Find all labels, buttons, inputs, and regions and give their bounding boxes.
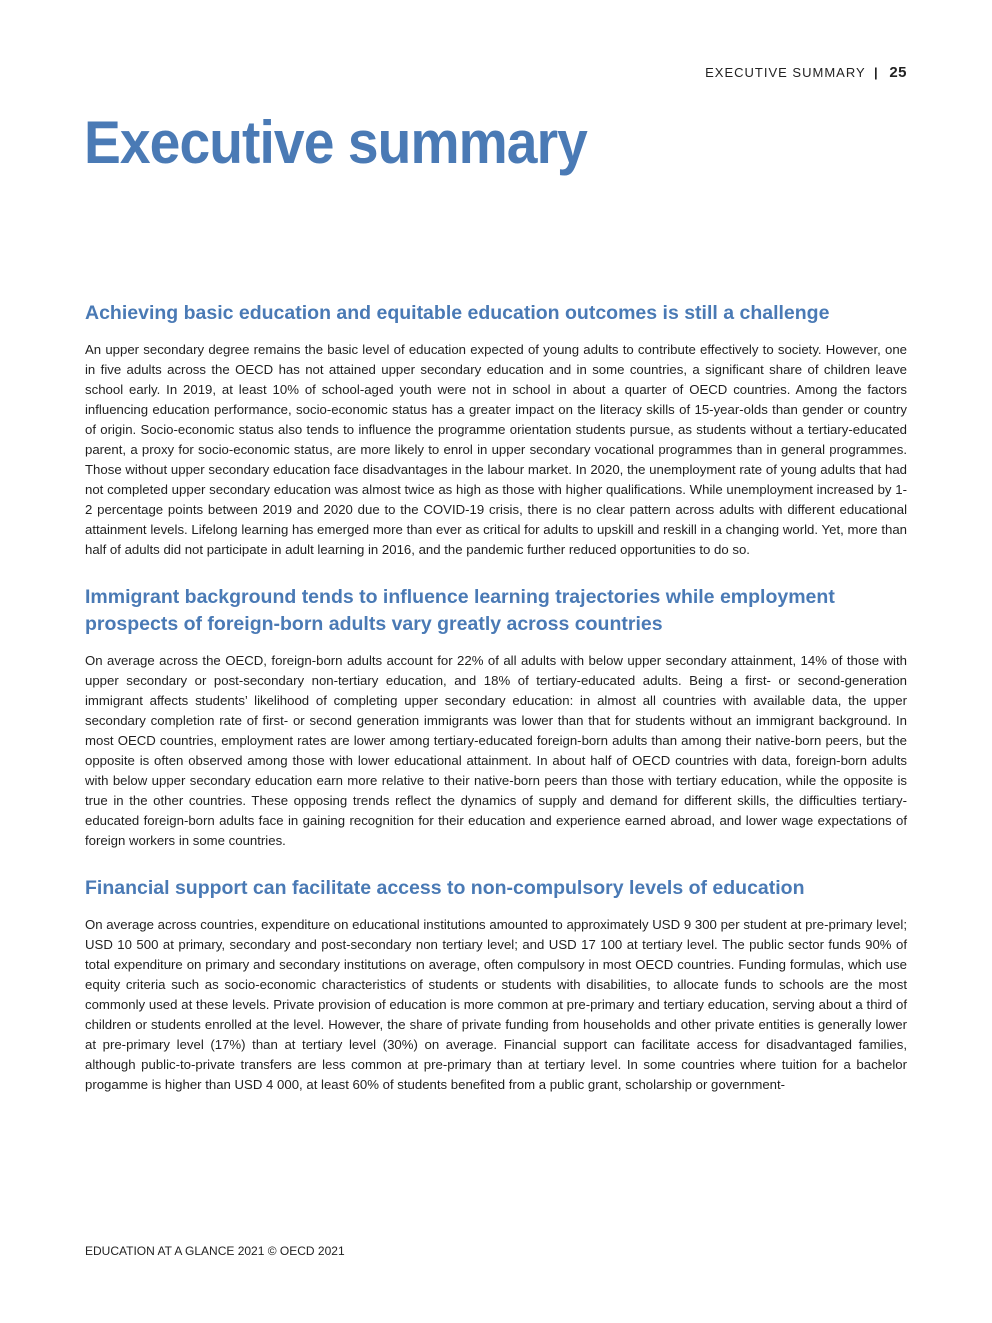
section-heading: Immigrant background tends to influence learning trajectories while employment prospects of foreign-born adults vary greatly across countries: [85, 586, 835, 635]
running-header-separator: |: [874, 65, 879, 80]
section-body: On average across countries, expenditure on educational institutions amounted to approximately USD 9 300 per student at pre-primary level; USD 10 500 at primary, secondary and post-secondary non tertiary level; and USD 17 100 at tertiary level. The public sector funds 90% of total expenditure on primary and secondary institutions on average, often compulsory in most OECD countries. Funding formulas, which use equity criteria such as socio-economic characteristics of students or students with disabilities, to allocate funds to schools are the most commonly used at these levels. Private provision of education is more common at pre-primary and tertiary education, serving about a third of children or students enrolled at the level. However, the share of private funding from households and other private entities is generally lower at pre-primary level (17%) than at tertiary level (30%) on average. Financial support can facilitate access for disadvantaged families, although public-to-private transfers are less common at pre-primary than at tertiary level. In some countries where tuition for a bachelor progamme is higher than USD 4 000, at least 60% of students benefited from a public grant, scholarship or government-: [85, 917, 907, 1092]
page-number: 25: [889, 64, 907, 81]
section-heading: Financial support can facilitate access to non-compulsory levels of education: [85, 877, 805, 899]
section-basic-education: [85, 300, 907, 560]
section-heading: Achieving basic education and equitable education outcomes is still a challenge: [85, 302, 830, 324]
page-title: Executive summary: [84, 109, 587, 176]
section-body: An upper secondary degree remains the basic level of education expected of young adults to contribute effectively to society. However, one in five adults across the OECD has not attained upper secondary education and in some countries, a significant share of children leave school early. In 2019, at least 10% of school-aged youth were not in school in about a quarter of OECD countries. Among the factors influencing education performance, socio-economic status has a greater impact on the literacy skills of 15-year-olds than gender or country of origin. Socio-economic status also tends to influence the programme orientation students pursue, as students without a tertiary-educated parent, a proxy for socio-economic status, are more likely to enrol in upper secondary vocational programmes than in general programmes. Those without upper secondary education face disadvantages in the labour market. In 2020, the unemployment rate of young adults that had not completed upper secondary education was almost twice as high as those with higher qualifications. While unemployment increased by 1-2 percentage points between 2019 and 2020 due to the COVID-19 crisis, there is no clear pattern across adults with different educational attainment levels. Lifelong learning has emerged more than ever as critical for adults to upskill and reskill in a changing world. Yet, more than half of adults did not participate in adult learning in 2016, and the pandemic further reduced opportunities to do so.: [85, 342, 907, 557]
running-header: [705, 64, 907, 81]
section-financial-support: [85, 875, 907, 1095]
running-header-label: EXECUTIVE SUMMARY: [705, 65, 866, 80]
section-body: On average across the OECD, foreign-born adults account for 22% of all adults with below upper secondary attainment, 14% of those with upper secondary or post-secondary non-tertiary education, and 18% of tertiary-educated adults. Being a first- or second-generation immigrant affects students’ likelihood of completing upper secondary education: in almost all countries with available data, the upper secondary completion rate of first- or second generation immigrants was lower than that for students without an immigrant background. In most OECD countries, employment rates are lower among tertiary-educated foreign-born adults than among their native-born peers, but the opposite is often observed among those with lower educational attainment. In about half of OECD countries with data, foreign-born adults with below upper secondary education earn more relative to their native-born peers than those with tertiary education, while the opposite is true in the other countries. These opposing trends reflect the dynamics of supply and demand for different skills, the difficulties tertiary-educated foreign-born adults face in gaining recognition for their education and experience earned abroad, and lower wage expectations of foreign workers in some countries.: [85, 653, 907, 848]
section-immigrant-background: [85, 584, 907, 851]
page-footer: EDUCATION AT A GLANCE 2021 © OECD 2021: [85, 1244, 345, 1258]
main-content: [85, 300, 907, 1095]
